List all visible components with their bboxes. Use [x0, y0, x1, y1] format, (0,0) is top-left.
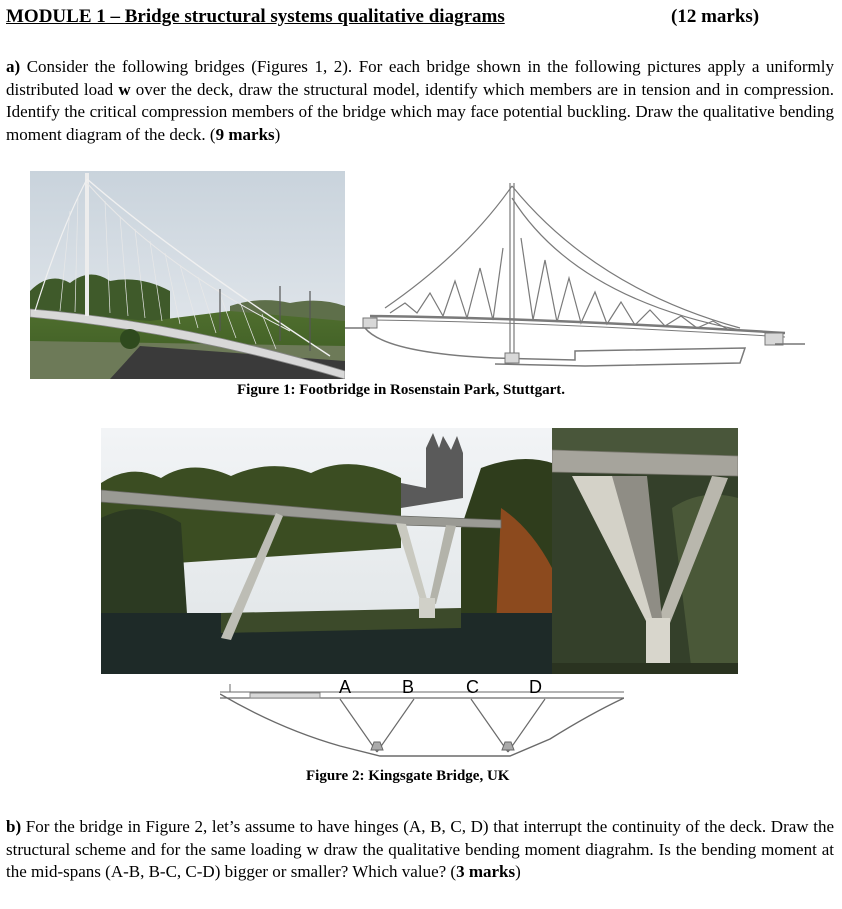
hinge-label-b: B [402, 677, 415, 697]
v-strut-detail-photo-icon [552, 428, 738, 674]
part-a-text-2: over the deck, draw the structural model, identify which members are in tension and in compression. Identify the critical compression members of the bridge which may face potential buckling. Draw the qualitative bending moment diagram of the deck. ( [6, 79, 834, 144]
figure1-caption: Figure 1: Footbridge in Rosenstain Park, Stuttgart. [237, 382, 566, 398]
question-part-b [6, 816, 834, 884]
suspension-bridge-elevation-icon [345, 178, 805, 378]
module-title-text: MODULE 1 – Bridge structural systems qualitative diagrams [6, 6, 505, 27]
hinge-label-d: D [529, 677, 542, 697]
figure1-drawing [345, 178, 805, 378]
figure2-photo [101, 428, 552, 674]
hinge-label-a: A [339, 677, 352, 697]
kingsgate-bridge-photo-icon [101, 428, 552, 674]
module-title [6, 6, 836, 28]
kingsgate-bridge-elevation-icon [220, 684, 624, 768]
part-a-label: a) [6, 57, 21, 76]
part-a-marks: 9 marks [215, 124, 275, 144]
load-symbol: w [118, 79, 131, 99]
part-a-text-1: Consider the following bridges (Figures 1, 2). For each bridge shown in the following pictures apply a uniformly distributed load [6, 57, 834, 99]
module-marks: (12 marks) [671, 6, 760, 27]
part-b-label: b) [6, 817, 22, 836]
figure2-drawing [220, 684, 624, 768]
part-b-text-2: ) [515, 862, 521, 881]
part-b-text-1: For the bridge in Figure 2, let’s assume to have hinges (A, B, C, D) that interrupt the continuity of the deck. Draw the structural scheme and for the same loading w draw the qualitative bending moment diagrahm. Is the bending moment at the mid-spans (A-B, B-C, C-D) bigger or smaller? Which value? ( [6, 817, 834, 881]
part-b-marks: 3 marks [456, 862, 516, 881]
part-a-text-3: ) [274, 124, 281, 144]
hinge-label-c: C [466, 677, 479, 697]
figure2-caption: Figure 2: Kingsgate Bridge, UK [306, 768, 510, 784]
question-part-a [6, 56, 834, 146]
figure2-detail-photo [552, 428, 738, 674]
suspension-footbridge-photo-icon [30, 171, 345, 379]
figure1-photo [30, 171, 345, 379]
